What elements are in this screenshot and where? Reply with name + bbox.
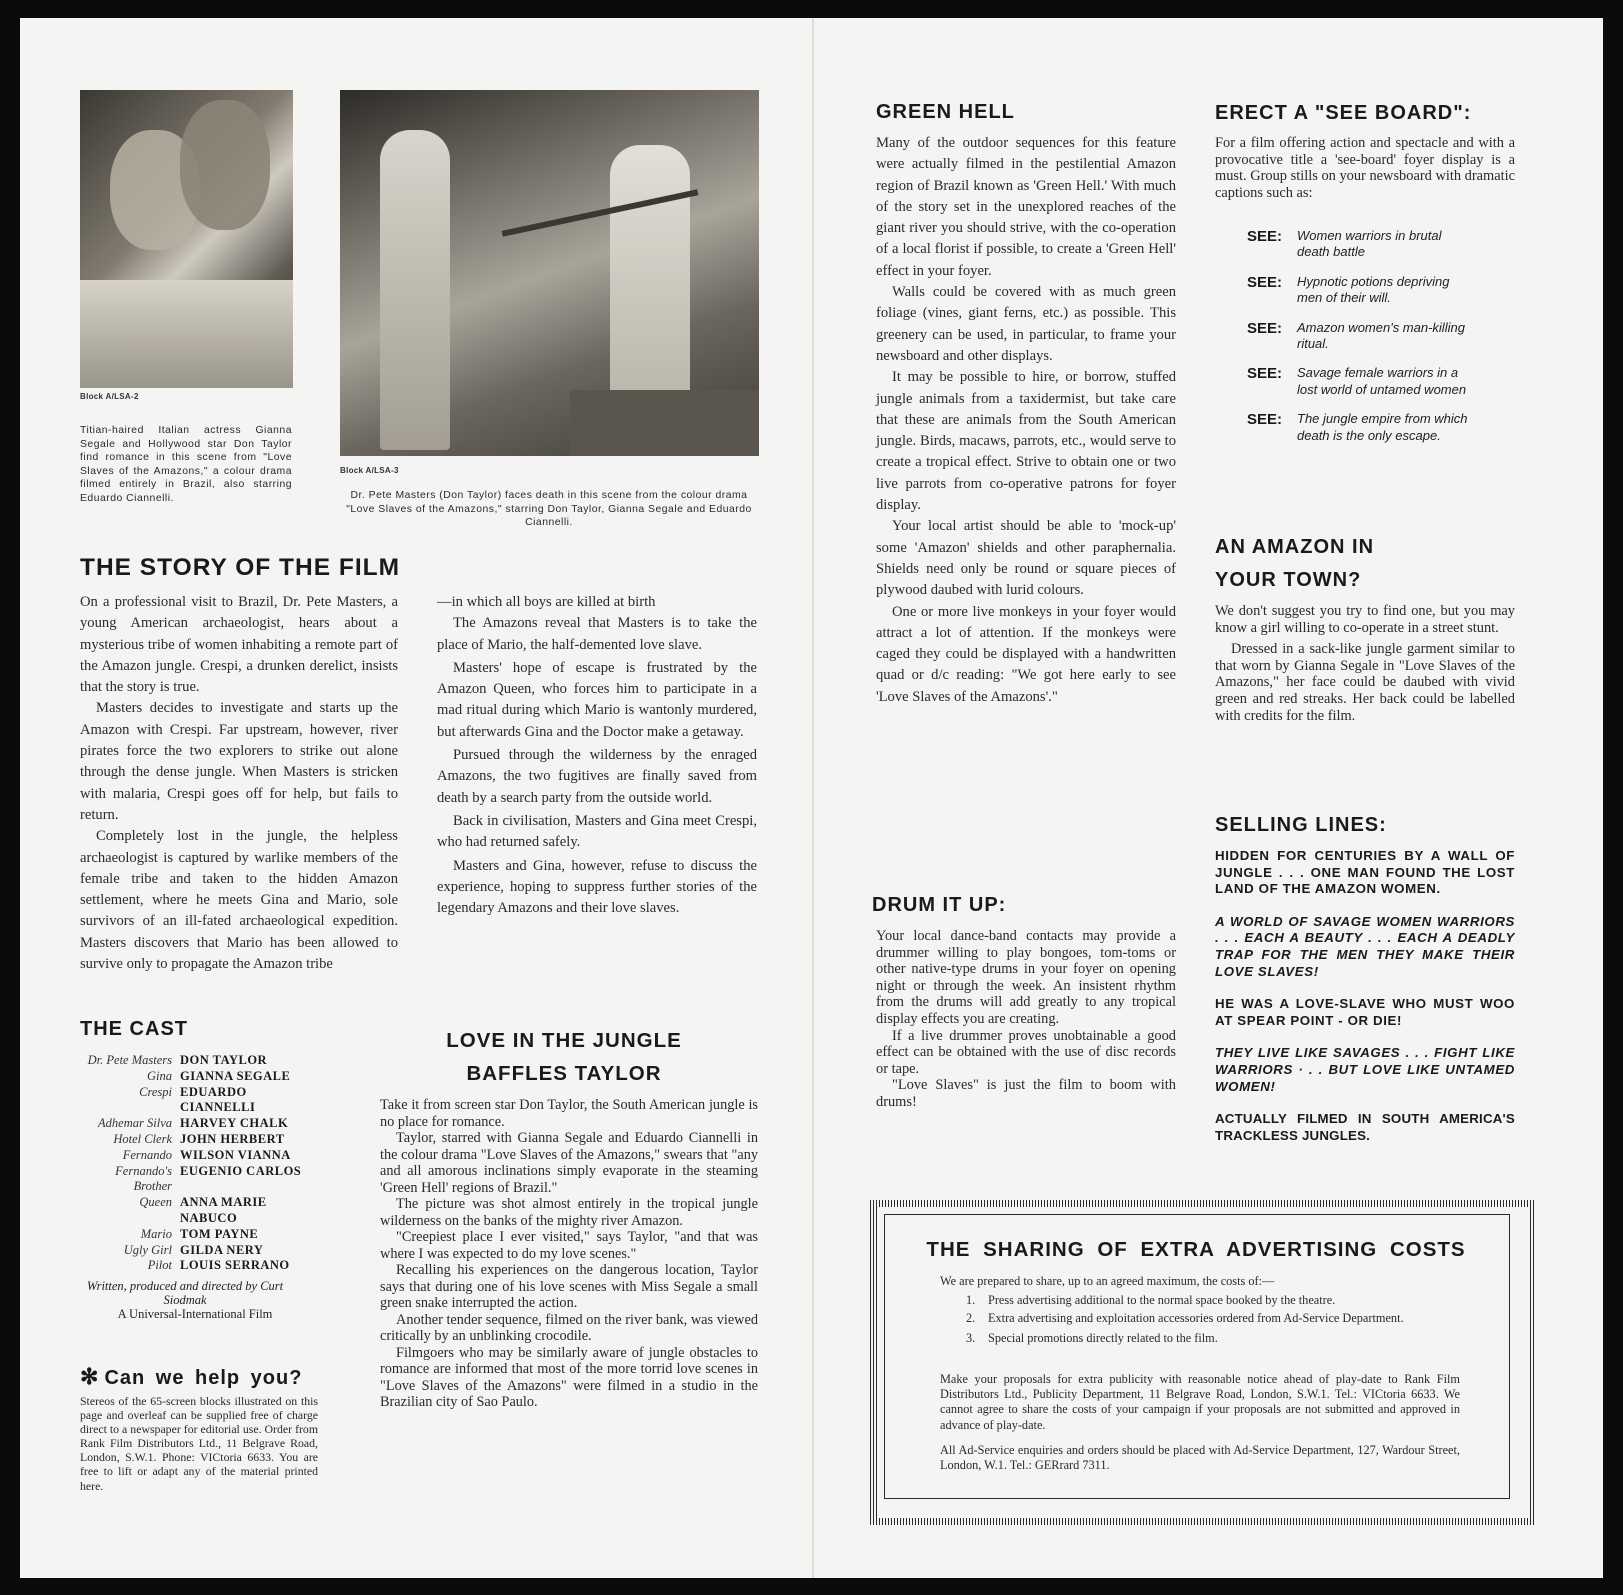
drum-body — [876, 928, 1176, 1111]
photo-caption-right: Dr. Pete Masters (Don Taylor) faces death in this scene from the colour drama "Love Slaves of the Amazons," starring Don Taylor, Gianna Segale and Eduardo Ciannelli. — [346, 490, 752, 529]
green-para: Many of the outdoor sequences for this feature were actually filmed in the pestilential Amazon region of Brazil known as 'Green Hell.' With much of the story set in the unexplored reaches of the giant river you should strive, with the co-operation of a local florist if possible, to create a 'Green Hell' effect in your foyer. — [876, 135, 1176, 279]
love-para: The picture was shot almost entirely in the tropical jungle wilderness on the banks of the mighty river Amazon. — [380, 1196, 758, 1229]
photo-caption-left: Titian-haired Italian actress Gianna Segale and Hollywood star Don Taylor find romance in this scene from "Love Slaves of the Amazons," a colour drama filmed entirely in Brazil, also starring Eduardo Ciannelli. — [80, 425, 292, 504]
green-para: Walls could be covered with as much green foliage (vines, giant ferns, etc.) as possible. This greenery can be used, in particular, to frame your newsboard and other displays. — [876, 284, 1176, 364]
selling-line: ACTUALLY FILMED IN SOUTH AMERICA'S TRACKLESS JUNGLES. — [1215, 1111, 1515, 1143]
love-para: Take it from screen star Don Taylor, the South American jungle is no place for romance. — [380, 1097, 758, 1130]
green-para: One or more live monkeys in your foyer would attract a lot of attention. If the monkeys were caged they could be displayed with a handwritten quad or d/c reading: "We got here early to see 'Love Slaves of the Amazons'." — [876, 603, 1176, 705]
love-para: Recalling his experiences on the dangerous location, Taylor says that during one of his love scenes with Miss Segale a small green snake interrupted the action. — [380, 1262, 758, 1311]
cast-studio: A Universal-International Film — [117, 1307, 273, 1322]
story-col2 — [437, 592, 757, 919]
drum-para: Your local dance-band contacts may provide a drummer willing to play bongoes, tom-toms or other native-type drums in your foyer on opening night or through the week. An insistent rhythm from the drums will add greatly to any tropical display effects you are creating. — [876, 928, 1176, 1027]
green-hell-heading: GREEN HELL — [876, 101, 1015, 123]
selling-lines-heading: SELLING LINES: — [1215, 814, 1387, 836]
cast-heading: THE CAST — [80, 1018, 188, 1040]
amazon-para: Dressed in a sack-like jungle garment similar to that worn by Gianna Segale in "Love Slaves of the Amazons," her face could be daubed with vivid green and red streaks. Her back could be labelled with credits for the film. — [1215, 641, 1515, 724]
help-heading-wrap — [80, 1364, 302, 1390]
story-heading: THE STORY OF THE FILM — [80, 554, 401, 581]
photo-romance-scene — [80, 90, 293, 388]
drum-para: If a live drummer proves unobtainable a good effect can be obtained with the use of disc records or tape. — [876, 1027, 1176, 1077]
love-para: Taylor, starred with Gianna Segale and Eduardo Ciannelli in the colour drama "Love Slaves of the Amazons," swears that "any and all amorous inclinations simply evaporate in the steaming 'Green Hell' regions of Brazil." — [380, 1130, 758, 1196]
cast-credit: Written, produced and directed by Curt Siodmak — [86, 1279, 284, 1308]
selling-line: HIDDEN FOR CENTURIES BY A WALL OF JUNGLE . . . ONE MAN FOUND THE LOST LAND OF THE AMAZON WOMEN. — [1215, 848, 1515, 897]
cast-row: Ugly Girl GILDA NERY — [123, 1242, 264, 1257]
story-para: Pursued through the wilderness by the enraged Amazons, the two fugitives are finally saved from death by a search party from the outside world. — [437, 747, 757, 806]
story-para: Masters and Gina, however, refuse to discuss the experience, hoping to suppress further stories of the legendary Amazons and their love slaves. — [437, 857, 757, 917]
story-para: Masters decides to investigate and starts up the Amazon with Crespi. Far upstream, however, river pirates force the two explorers to strike out alone through the dense jungle. When Masters is stricken with malaria, Crespi goes off for help, but fails to return. — [80, 700, 398, 823]
cast-list — [80, 1053, 320, 1322]
story-para: On a professional visit to Brazil, Dr. Pete Masters, a young American archaeologist, hears about a mysterious tribe of women inhabiting a remote part of the Amazon jungle. Crespi, a drunken derelict, insists that the story is true. — [80, 594, 398, 696]
selling-line: A WORLD OF SAVAGE WOMEN WARRIORS . . . EACH A BEAUTY . . . EACH A DEADLY TRAP FOR THE MEN THEY MAKE THEIR LOVE SLAVES! — [1215, 913, 1515, 979]
amazon-heading: AN AMAZON IN YOUR TOWN? — [1215, 536, 1375, 591]
selling-line: HE WAS A LOVE-SLAVE WHO MUST WOO AT SPEAR POINT - OR DIE! — [1215, 996, 1515, 1028]
costs-item: 3. Special promotions directly related to the film. — [966, 1331, 1218, 1346]
asterisk-icon: ✻ — [80, 1364, 100, 1389]
cast-row: Crespi EDUARDO CIANNELLI — [139, 1084, 256, 1115]
love-heading: LOVE IN THE JUNGLE BAFFLES TAYLOR — [446, 1029, 682, 1085]
see-item: SEE: Women warriors in brutal death battle — [1247, 228, 1442, 260]
green-para: Your local artist should be able to 'mock-up' some 'Amazon' shields and other paraphernalia. Shields need only be round or square pieces of plywood daubed with lurid colours. — [876, 518, 1176, 599]
cast-row: Gina GIANNA SEGALE — [147, 1068, 291, 1083]
love-body — [380, 1097, 758, 1411]
drum-para: "Love Slaves" is just the film to boom with drums! — [876, 1077, 1176, 1110]
story-para: Masters' hope of escape is frustrated by the Amazon Queen, who forces him to participate in a mad ritual during which Mario is wantonly murdered, but afterwards Gina and the Doctor make a getaway. — [437, 659, 757, 740]
green-para: It may be possible to hire, or borrow, stuffed jungle animals from a taxidermist, but take care that these are animals from the South American jungle. Birds, macaws, parrots, etc., would serve to create a tropical effect. Strive to obtain one or two live parrots from co-operative patrons for foyer display. — [876, 369, 1176, 514]
story-para: Completely lost in the jungle, the helpless archaeologist is captured by warlike members of the female tribe and taken to the hidden Amazon settlement, where he meets Gina and Mario, sole survivors of an ill-fated archaeological expedition. Masters discovers that Mario has been allowed to survive only to propagate the Amazon tribe — [80, 828, 398, 973]
cast-row: Pilot LOUIS SERRANO — [147, 1258, 290, 1273]
cast-row: Fernando's Brother EUGENIO CARLOS — [115, 1163, 302, 1194]
selling-line: THEY LIVE LIKE SAVAGES . . . FIGHT LIKE WARRIORS · . . BUT LOVE LIKE UNTAMED WOMEN! — [1215, 1045, 1515, 1094]
cast-row: Dr. Pete Masters DON TAYLOR — [87, 1053, 268, 1067]
drum-heading: DRUM IT UP: — [872, 894, 1007, 916]
cast-row: Fernando WILSON VIANNA — [122, 1147, 291, 1162]
costs-item: 1. Press advertising additional to the normal space booked by the theatre. — [966, 1293, 1336, 1307]
love-para: Another tender sequence, filmed on the river bank, was viewed critically by an unblinking crocodile. — [380, 1311, 758, 1344]
see-board-intro: For a film offering action and spectacle and with a provocative title a 'see-board' foyer display is a must. Group stills on your newsboard with dramatic captions such as: — [1215, 135, 1515, 201]
see-board-heading: ERECT A "SEE BOARD": — [1215, 102, 1472, 124]
help-text: Stereos of the 65-screen blocks illustrated on this page and overleaf can be supplied free of charge direct to a newspaper for editorial use. Order from Rank Film Distributors Ltd., 11 Belgrave Road, London, S.W.1. Phone: VICtoria 6633. You are free to lift or adapt any of the material printed here. — [80, 1394, 318, 1493]
amazon-body — [1215, 603, 1515, 724]
costs-item: 2. Extra advertising and exploitation accessories ordered from Ad-Service Department. — [966, 1311, 1404, 1326]
story-para: —in which all boys are killed at birth — [437, 594, 656, 610]
costs-list — [966, 1293, 1466, 1347]
block-ref-lsa2: Block A/LSA-2 — [80, 392, 139, 401]
see-item: SEE: Amazon women's man-killing ritual. — [1247, 319, 1465, 352]
love-para: Filmgoers who may be similarly aware of jungle obstacles to romance are informed that most of the more torrid love scenes in "Love Slaves of the Amazons" were filmed in a studio in the Brazilian city of Sao Paulo. — [380, 1344, 758, 1410]
photo-death-scene — [340, 90, 759, 456]
help-heading: Can we help you? — [104, 1367, 303, 1389]
see-item: SEE: Savage female warriors in a lost world of untamed women — [1247, 365, 1467, 397]
costs-heading: THE SHARING OF EXTRA ADVERTISING COSTS — [926, 1238, 1466, 1261]
costs-intro: We are prepared to share, up to an agreed maximum, the costs of:— — [940, 1274, 1275, 1288]
block-ref-lsa3: Block A/LSA-3 — [340, 466, 399, 475]
see-item: SEE: Hypnotic potions depriving men of their will. — [1247, 273, 1450, 306]
cast-row: Queen ANNA MARIE NABUCO — [139, 1195, 267, 1225]
amazon-para: We don't suggest you try to find one, but you may know a girl willing to co-operate in a street stunt. — [1215, 603, 1515, 636]
story-col1 — [80, 592, 398, 975]
costs-para1: Make your proposals for extra publicity with reasonable notice ahead of play-date to Rank Film Distributors Ltd., Publicity Department, 11 Belgrave Road, London, S.W.1. Tel.: VICtoria 6633. We cannot agree to share the costs of your campaign if your proposals are not submitted and approved in advance of play-date. — [940, 1372, 1460, 1432]
green-hell-body — [876, 133, 1176, 708]
see-item: SEE: The jungle empire from which death is the only escape. — [1247, 411, 1468, 443]
cast-row: Mario TOM PAYNE — [140, 1226, 259, 1241]
selling-lines-list — [1215, 848, 1515, 1160]
see-list — [1247, 228, 1487, 457]
cast-row: Adhemar Silva HARVEY CHALK — [98, 1116, 289, 1131]
costs-para2: All Ad-Service enquiries and orders should be placed with Ad-Service Department, 127, Wardour Street, London, W.1. Tel.: GERrard 7311. — [940, 1443, 1460, 1473]
cast-row: Hotel Clerk JOHN HERBERT — [113, 1131, 285, 1146]
page-fold — [812, 18, 814, 1578]
story-para: Back in civilisation, Masters and Gina meet Crespi, who had returned safely. — [437, 812, 757, 851]
story-para: The Amazons reveal that Masters is to take the place of Mario, the half-demented love slave. — [437, 615, 757, 653]
love-para: "Creepiest place I ever visited," says Taylor, "and that was where I was expected to do my love scenes." — [380, 1229, 758, 1262]
